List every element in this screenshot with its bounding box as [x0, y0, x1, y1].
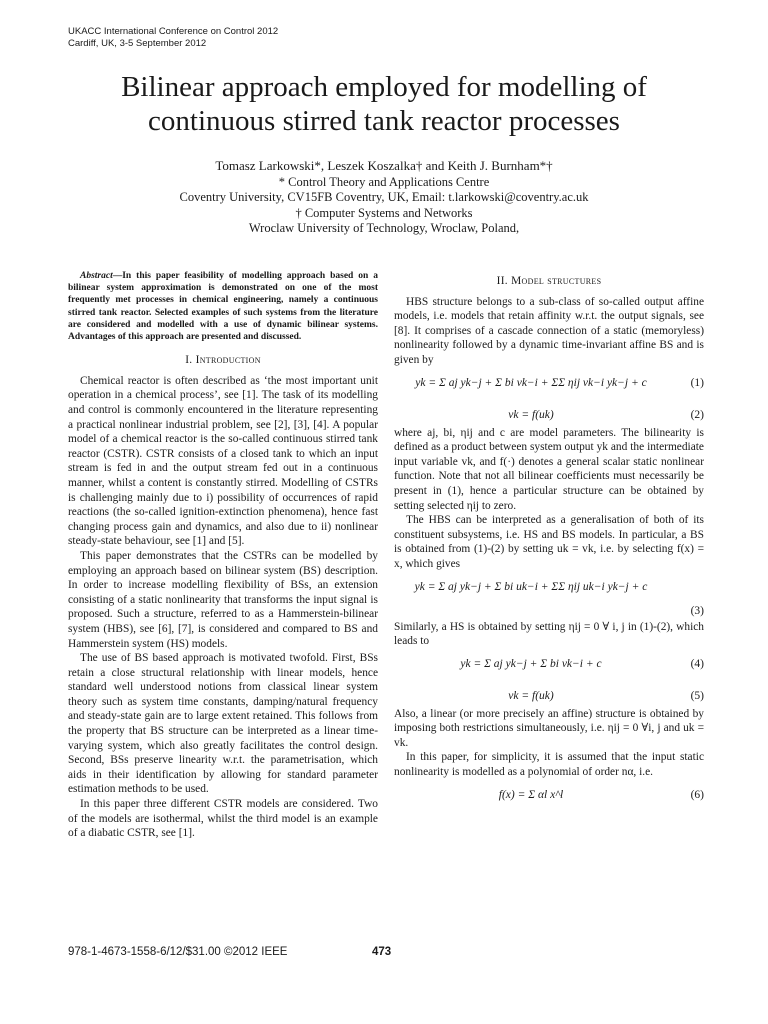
affiliation-3: † Computer Systems and Networks	[295, 205, 473, 220]
page-number: 473	[372, 946, 392, 958]
abstract-label: Abstract	[80, 271, 113, 281]
model-paragraph-3: The HBS can be interpreted as a generalisation of both of its constituent subsystems, i.e. HS and BS models. In particular, a BS is obtained from (1)-(2) by setting uk = vk, i.e. by selecting f(x) = x, which gives	[394, 514, 704, 570]
equation-3	[394, 572, 704, 620]
equation-number: (1)	[690, 376, 704, 389]
equation-expression: f(x) = Σ αl x^l	[498, 788, 564, 801]
author-names: Tomasz Larkowski*, Leszek Koszalka† and Keith J. Burnham*†	[215, 158, 553, 173]
abstract-dash: —	[112, 271, 123, 281]
equation-expression: yk = Σ aj yk−j + Σ bi vk−i + ΣΣ ηij vk−i yk−j + c	[415, 376, 647, 389]
title-line-2: continuous stirred tank reactor processes	[148, 105, 620, 137]
equation-number: (2)	[690, 408, 704, 421]
section-title: Model structures	[511, 275, 602, 287]
paper-title	[60, 70, 708, 138]
right-column	[394, 270, 704, 818]
section-heading-model-structures	[394, 274, 704, 289]
model-paragraph-1: HBS structure belongs to a sub-class of so-called output affine models, i.e. models that retain affinity w.r.t. the output signals, see [8]. It comprises of a cascade connection of a static (memoryless) nonlinearity followed by a dynamic time-invariant affine BS and is given by	[394, 295, 704, 366]
affiliation-2: Coventry University, CV15FB Coventry, UK, Email: t.larkowski@coventry.ac.uk	[179, 190, 589, 204]
equation-expression: vk = f(uk)	[508, 408, 554, 421]
affiliation-4: Wroclaw University of Technology, Wroclaw, Poland,	[248, 221, 520, 235]
intro-paragraph-4: In this paper three different CSTR models are considered. Two of the models are isothermal, whilst the third model is an example of a diabatic CSTR, see [1].	[68, 798, 378, 840]
section-number: I.	[185, 354, 193, 367]
intro-paragraph-1: Chemical reactor is often described as ‘the most important unit operation in a chemical process’, see [1]. The task of its modelling and control is commonly encountered in the literature representing a practical nonlinear industrial problem, see [2], [3], [4]. A popular model of a chemical reactor is the so-called continuous stirred tank reactor (CSTR). CSTR consists of a closed tank to which an input stream is fed in and the output stream fed out in a continuous manner, whilst a content is constantly stirred. Modelling of CSTRs is challenging mainly due to i) possibility of occurrences of rapid reactions (the so-called ignition-extinction phenomena), hence fast changing process gain and dynamics, and also due to ii) nonlinear steady-state behaviour, see [1] and [5].	[68, 374, 378, 548]
conference-line-1: UKACC International Conference on Control 2012	[68, 26, 279, 37]
equation-5	[394, 687, 704, 707]
abstract-text: In this paper feasibility of modelling approach based on a bilinear system approximation is demonstrated on one of the most frequently met processes in chemical engineering, namely a continuous stirred tank reactor. Selected examples of such systems from the literature are considered and modelled with a use of dynamic bilinear systems. Advantages of this approach are presented and discussed.	[68, 271, 378, 343]
section-number: II.	[496, 275, 508, 287]
equation-expression: yk = Σ aj yk−j + Σ bi vk−i + c	[460, 657, 602, 670]
model-paragraph-2: where aj, bi, ηij and c are model parameters. The bilinearity is defined as a product between system output yk and the intermediate input variable vk, and f(·) denotes a general scalar static nonlinear function. Note that not all bilinear coefficients must necessarily be present in (1), hence a particular structure can be obtained by setting selected ηij to zero.	[394, 426, 704, 512]
equation-number: (6)	[690, 788, 704, 801]
equation-expression: vk = f(uk)	[508, 689, 554, 702]
section-title: Introduction	[195, 354, 261, 367]
equation-expression: yk = Σ aj yk−j + Σ bi uk−i + ΣΣ ηij uk−i yk−j + c	[414, 580, 648, 593]
title-line-1: Bilinear approach employed for modelling of	[121, 71, 647, 103]
left-column	[68, 270, 378, 841]
model-paragraph-4: Similarly, a HS is obtained by setting ηij = 0 ∀ i, j in (1)-(2), which leads to	[394, 620, 704, 648]
affiliation-1: * Control Theory and Applications Centre	[278, 174, 490, 189]
model-paragraph-5: Also, a linear (or more precisely an affine) structure is obtained by imposing both restrictions simultaneously, i.e. ηij = 0 ∀i, j and uk = vk.	[394, 707, 704, 749]
footer-isbn: 978-1-4673-1558-6/12/$31.00 ©2012 IEEE	[68, 946, 288, 958]
conference-header	[68, 26, 278, 50]
abstract	[68, 270, 378, 343]
equation-number: (4)	[690, 657, 704, 670]
equation-4	[394, 649, 704, 687]
model-paragraph-6: In this paper, for simplicity, it is assumed that the input static nonlinearity is modelled as a polynomial of order nα, i.e.	[394, 751, 704, 779]
author-block	[60, 158, 708, 237]
section-heading-introduction	[68, 353, 378, 368]
equation-2	[394, 406, 704, 426]
conference-line-2: Cardiff, UK, 3-5 September 2012	[68, 38, 207, 49]
equation-number: (3)	[690, 604, 704, 617]
equation-1	[394, 368, 704, 406]
intro-paragraph-3: The use of BS based approach is motivated twofold. First, BSs retain a close structural relationship with linear models, hence standard well understood notions from classical linear system theory such as system time constants, damping/natural frequency and steady-state gain are to large extent retained. This follows from the property that BS structure can be interpreted as a linear time-varying system, which also greatly facilitates the control design. Second, BSs preserve linearity w.r.t. the parametrisation, which aids in their identification by allowing for standard parameter estimation methods to be used.	[68, 652, 378, 796]
equation-number: (5)	[690, 689, 704, 702]
intro-paragraph-2: This paper demonstrates that the CSTRs can be modelled by employing an approach based on bilinear system (BS) description. In order to increase modelling flexibility of BSs, an extension consisting of a static nonlinearity that transforms the input signal is proposed. Such a structure, referred to as a Hammerstein-bilinear system (HBS), see [6], [7], is considered and compared to BS and Hammerstein system (HS) models.	[68, 549, 378, 650]
equation-6	[394, 780, 704, 818]
